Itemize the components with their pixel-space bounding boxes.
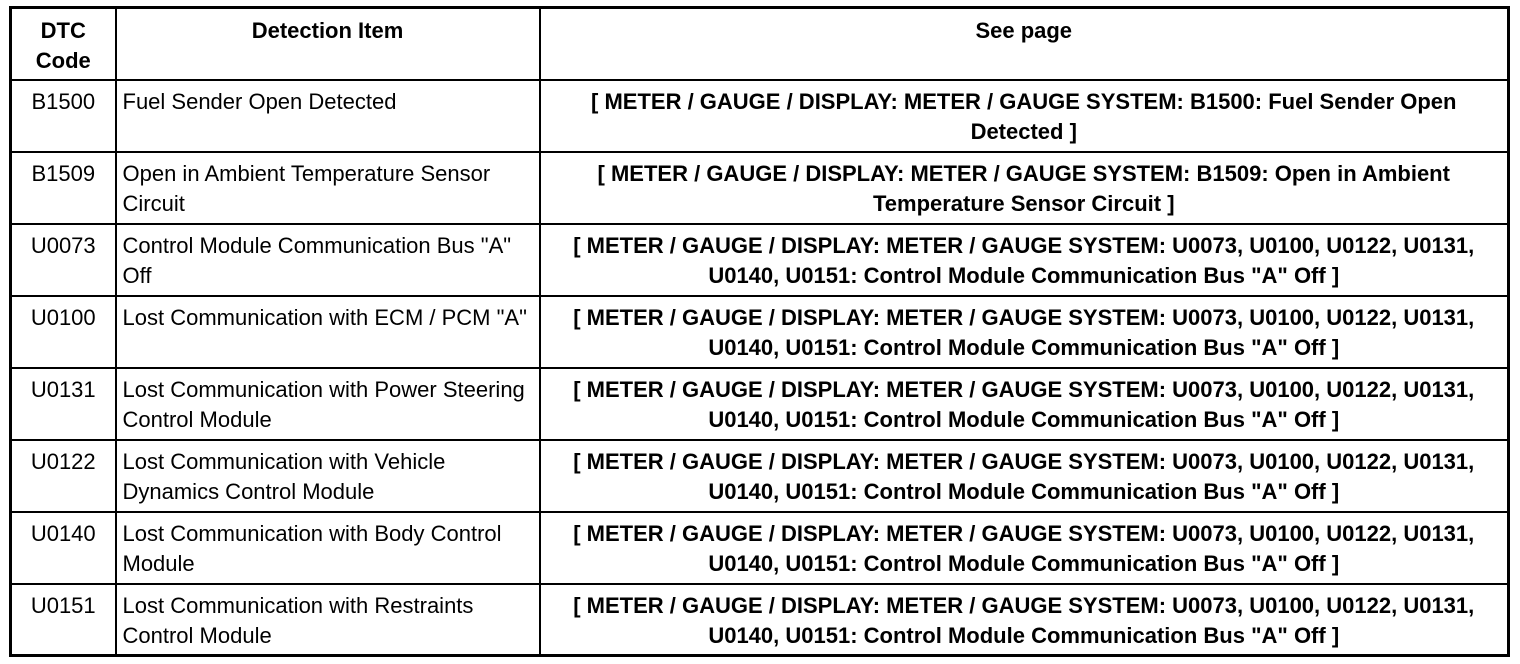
dtc-code: U0100 <box>11 296 116 368</box>
dtc-code: U0131 <box>11 368 116 440</box>
dtc-code: B1509 <box>11 152 116 224</box>
table-row <box>11 296 1509 368</box>
dtc-code: B1500 <box>11 80 116 152</box>
detection-item: Lost Communication with Body Control Module <box>116 512 540 584</box>
table-row <box>11 368 1509 440</box>
detection-item: Open in Ambient Temperature Sensor Circuit <box>116 152 540 224</box>
detection-item: Fuel Sender Open Detected <box>116 80 540 152</box>
header-see-page: See page <box>540 8 1509 80</box>
see-page-link[interactable]: [ METER / GAUGE / DISPLAY: METER / GAUGE SYSTEM: U0073, U0100, U0122, U0131, U0140, U0151: Control Module Communication Bus "A" Off ] <box>540 224 1509 296</box>
see-page-link[interactable]: [ METER / GAUGE / DISPLAY: METER / GAUGE SYSTEM: U0073, U0100, U0122, U0131, U0140, U0151: Control Module Communication Bus "A" Off ] <box>540 584 1509 656</box>
header-detection-item: Detection Item <box>116 8 540 80</box>
detection-item: Control Module Communication Bus "A" Off <box>116 224 540 296</box>
detection-item: Lost Communication with Vehicle Dynamics Control Module <box>116 440 540 512</box>
table-row <box>11 584 1509 656</box>
see-page-link[interactable]: [ METER / GAUGE / DISPLAY: METER / GAUGE SYSTEM: U0073, U0100, U0122, U0131, U0140, U0151: Control Module Communication Bus "A" Off ] <box>540 512 1509 584</box>
table-row <box>11 440 1509 512</box>
table-row <box>11 512 1509 584</box>
see-page-link[interactable]: [ METER / GAUGE / DISPLAY: METER / GAUGE SYSTEM: B1509: Open in Ambient Temperature Sensor Circuit ] <box>540 152 1509 224</box>
detection-item: Lost Communication with ECM / PCM "A" <box>116 296 540 368</box>
table-row <box>11 224 1509 296</box>
table-row <box>11 80 1509 152</box>
detection-item: Lost Communication with Power Steering Control Module <box>116 368 540 440</box>
table-row <box>11 152 1509 224</box>
dtc-table <box>9 6 1510 657</box>
see-page-link[interactable]: [ METER / GAUGE / DISPLAY: METER / GAUGE SYSTEM: B1500: Fuel Sender Open Detected ] <box>540 80 1509 152</box>
see-page-link[interactable]: [ METER / GAUGE / DISPLAY: METER / GAUGE SYSTEM: U0073, U0100, U0122, U0131, U0140, U0151: Control Module Communication Bus "A" Off ] <box>540 440 1509 512</box>
dtc-code: U0151 <box>11 584 116 656</box>
dtc-code: U0073 <box>11 224 116 296</box>
dtc-code: U0122 <box>11 440 116 512</box>
see-page-link[interactable]: [ METER / GAUGE / DISPLAY: METER / GAUGE SYSTEM: U0073, U0100, U0122, U0131, U0140, U0151: Control Module Communication Bus "A" Off ] <box>540 368 1509 440</box>
header-row <box>11 8 1509 80</box>
detection-item: Lost Communication with Restraints Control Module <box>116 584 540 656</box>
header-dtc-code: DTC Code <box>11 8 116 80</box>
see-page-link[interactable]: [ METER / GAUGE / DISPLAY: METER / GAUGE SYSTEM: U0073, U0100, U0122, U0131, U0140, U0151: Control Module Communication Bus "A" Off ] <box>540 296 1509 368</box>
dtc-code: U0140 <box>11 512 116 584</box>
